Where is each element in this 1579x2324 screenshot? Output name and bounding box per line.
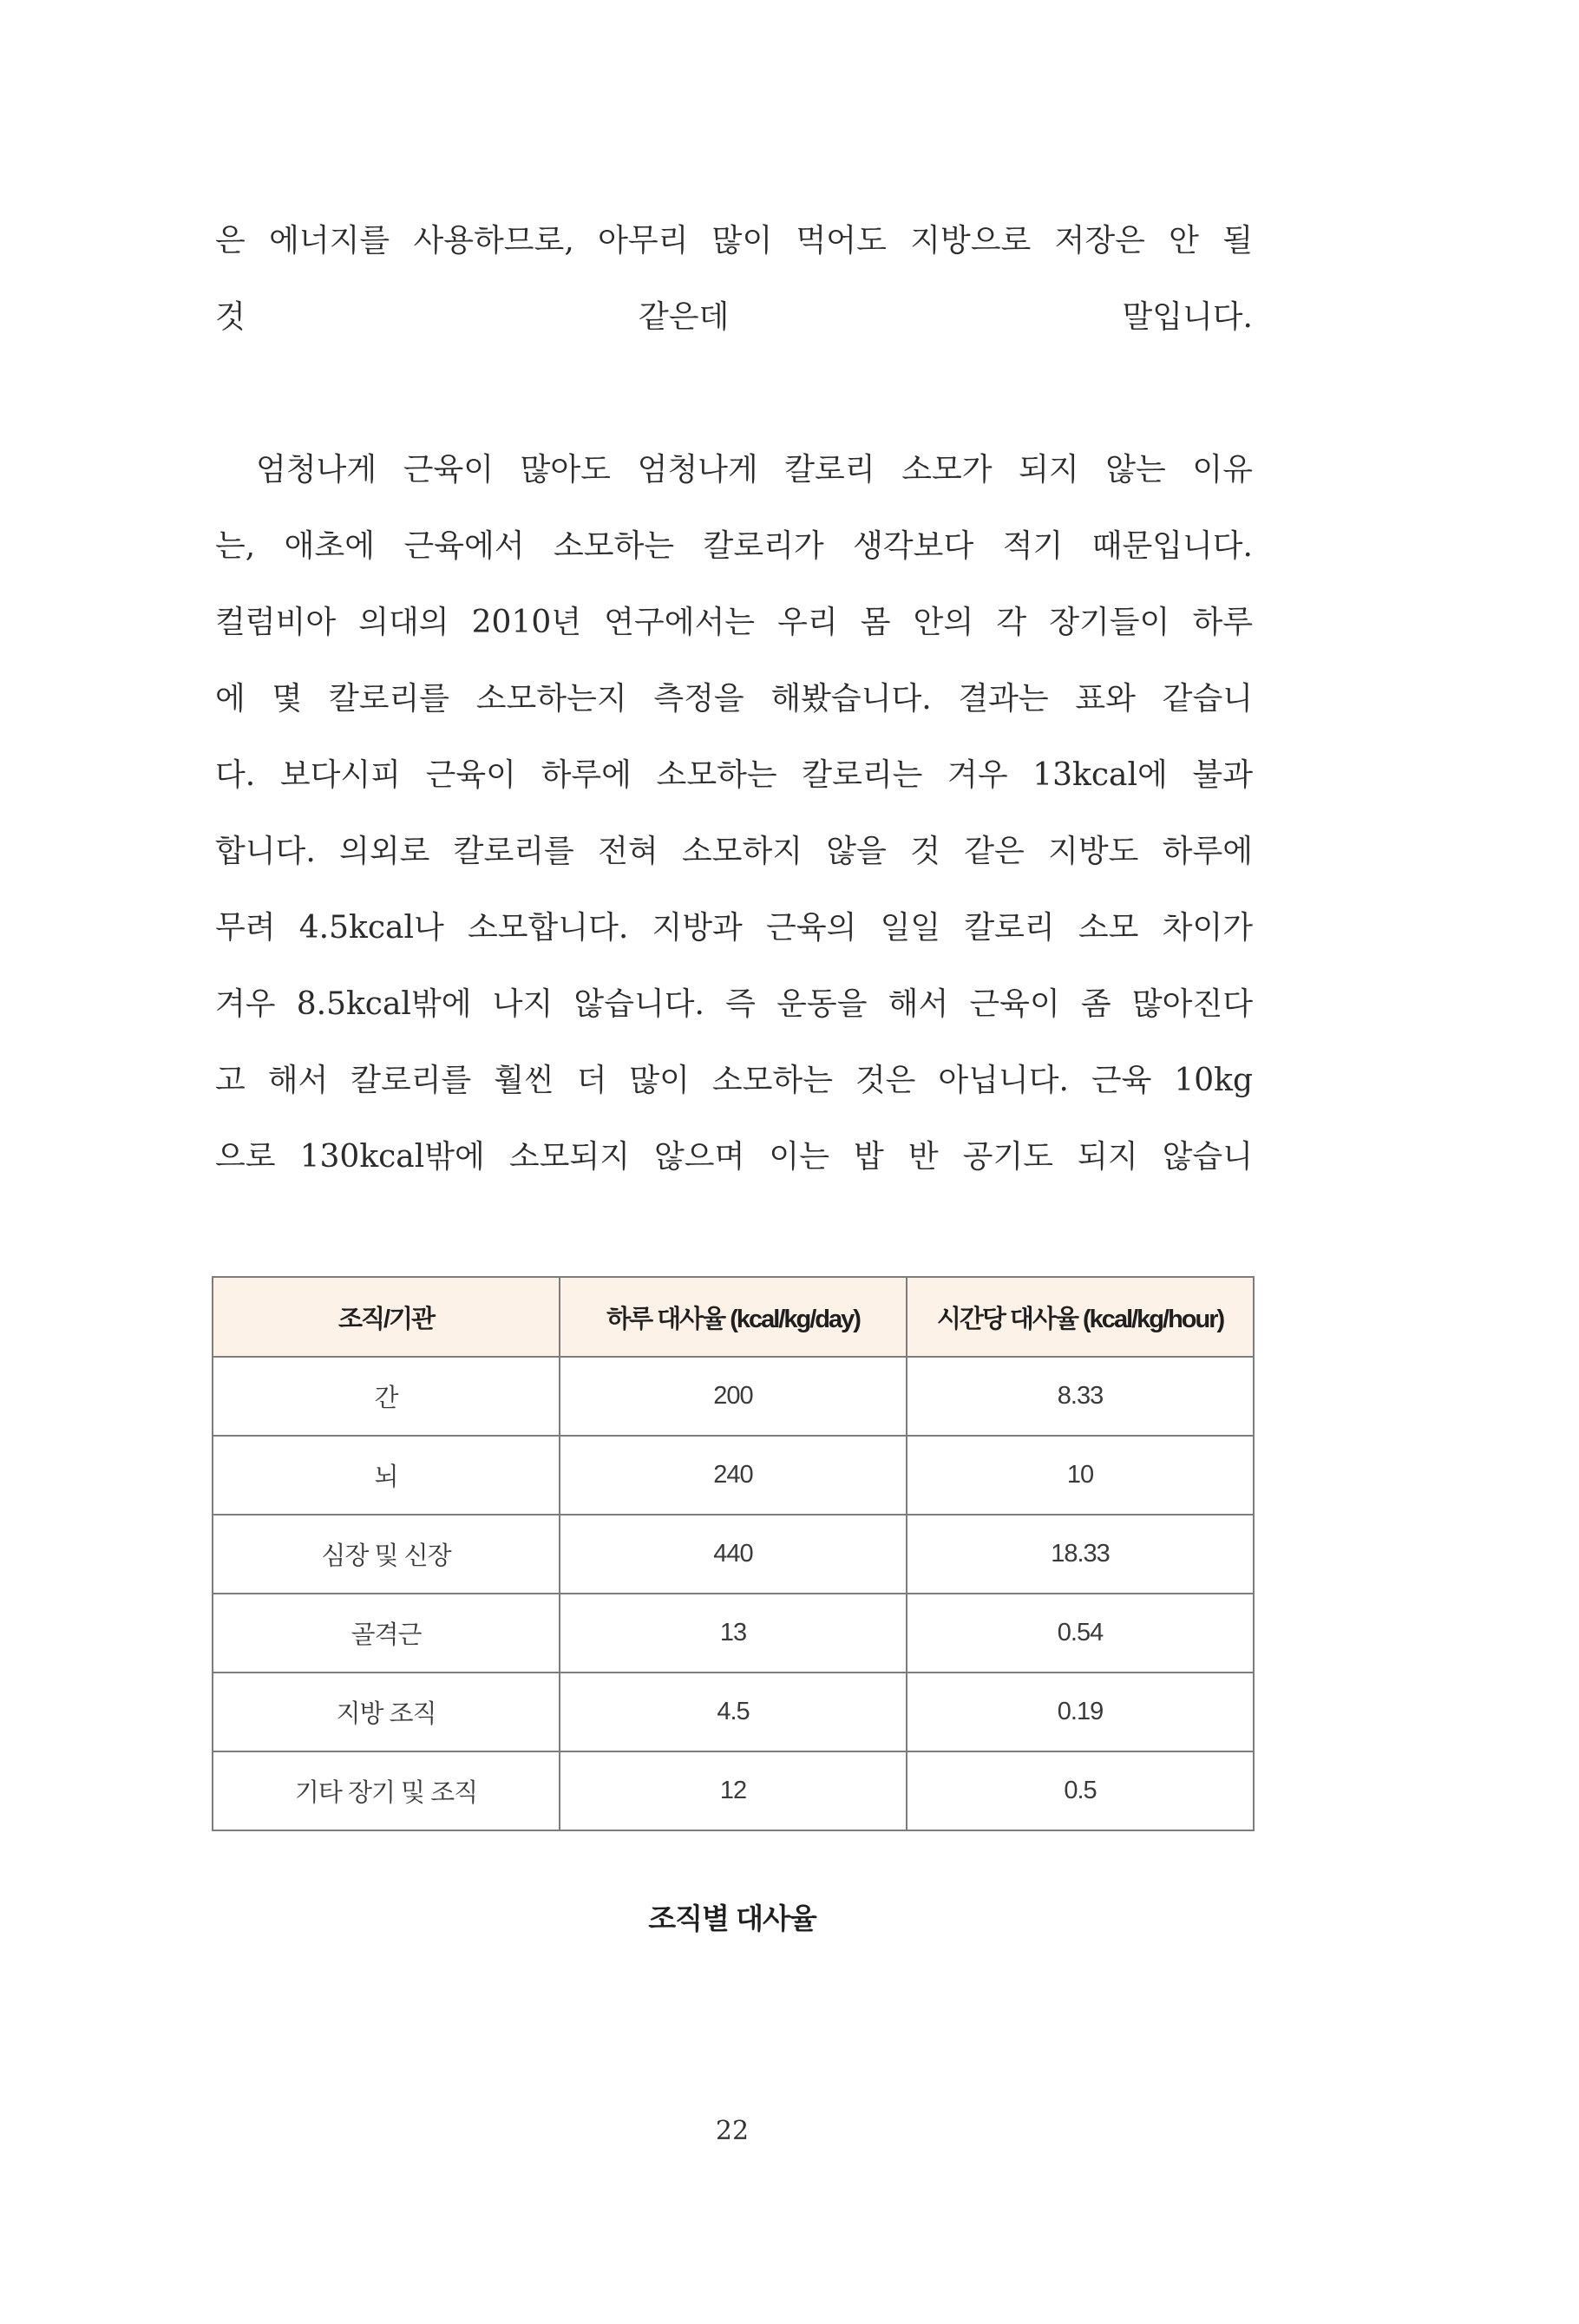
cell-tissue: 지방 조직 — [213, 1673, 560, 1751]
table-row — [213, 1673, 1254, 1751]
cell-tissue: 골격근 — [213, 1594, 560, 1673]
body-line: 무려 4.5kcal나 소모합니다. 지방과 근육의 일일 칼로리 소모 차이가 — [215, 910, 1253, 946]
paragraph-gap — [215, 356, 1253, 432]
cell-hourly-rate: 0.19 — [907, 1673, 1254, 1751]
body-line: 것 같은데 말입니다. — [215, 299, 1253, 335]
cell-hourly-rate: 0.5 — [907, 1751, 1254, 1830]
body-line: 에 몇 칼로리를 소모하는지 측정을 해봤습니다. 결과는 표와 같습니 — [215, 681, 1253, 717]
cell-hourly-rate: 0.54 — [907, 1594, 1254, 1673]
table-row — [213, 1594, 1254, 1673]
body-line: 합니다. 의외로 칼로리를 전혀 소모하지 않을 것 같은 지방도 하루에 — [215, 834, 1253, 869]
cell-hourly-rate: 8.33 — [907, 1357, 1254, 1436]
body-line: 컬럼비아 의대의 2010년 연구에서는 우리 몸 안의 각 장기들이 하루 — [215, 605, 1253, 640]
body-line: 고 해서 칼로리를 훨씬 더 많이 소모하는 것은 아닙니다. 근육 10kg — [215, 1063, 1253, 1098]
body-line: 으로 130kcal밖에 소모되지 않으며 이는 밥 반 공기도 되지 않습니 — [215, 1139, 1253, 1175]
body-line: 는, 애초에 근육에서 소모하는 칼로리가 생각보다 적기 때문입니다. — [215, 528, 1253, 564]
body-line: 겨우 8.5kcal밖에 나지 않습니다. 즉 운동을 해서 근육이 좀 많아진다 — [215, 986, 1253, 1022]
cell-tissue: 심장 및 신장 — [213, 1515, 560, 1594]
cell-daily-rate: 440 — [560, 1515, 907, 1594]
header-daily-rate: 하루 대사율 (kcal/kg/day) — [560, 1277, 907, 1357]
cell-daily-rate: 240 — [560, 1436, 907, 1515]
header-hourly-rate: 시간당 대사율 (kcal/kg/hour) — [907, 1277, 1254, 1357]
cell-tissue: 간 — [213, 1357, 560, 1436]
body-line: 다. 보다시피 근육이 하루에 소모하는 칼로리는 겨우 13kcal에 불과 — [215, 757, 1253, 793]
metabolism-table — [212, 1276, 1255, 1831]
page-number: 22 — [715, 2116, 750, 2146]
table-row — [213, 1357, 1254, 1436]
cell-daily-rate: 13 — [560, 1594, 907, 1673]
cell-daily-rate: 200 — [560, 1357, 907, 1436]
table-row — [213, 1515, 1254, 1594]
cell-daily-rate: 12 — [560, 1751, 907, 1830]
body-text — [215, 203, 1253, 1195]
header-tissue: 조직/기관 — [213, 1277, 560, 1357]
cell-hourly-rate: 18.33 — [907, 1515, 1254, 1594]
table-header-row — [213, 1277, 1254, 1357]
table-caption: 조직별 대사율 — [648, 1902, 816, 1934]
cell-daily-rate: 4.5 — [560, 1673, 907, 1751]
cell-hourly-rate: 10 — [907, 1436, 1254, 1515]
table-row — [213, 1751, 1254, 1830]
body-line: 은 에너지를 사용하므로, 아무리 많이 먹어도 지방으로 저장은 안 될 — [215, 223, 1253, 259]
table-row — [213, 1436, 1254, 1515]
cell-tissue: 뇌 — [213, 1436, 560, 1515]
cell-tissue: 기타 장기 및 조직 — [213, 1751, 560, 1830]
body-line: 엄청나게 근육이 많아도 엄청나게 칼로리 소모가 되지 않는 이유 — [256, 452, 1253, 488]
